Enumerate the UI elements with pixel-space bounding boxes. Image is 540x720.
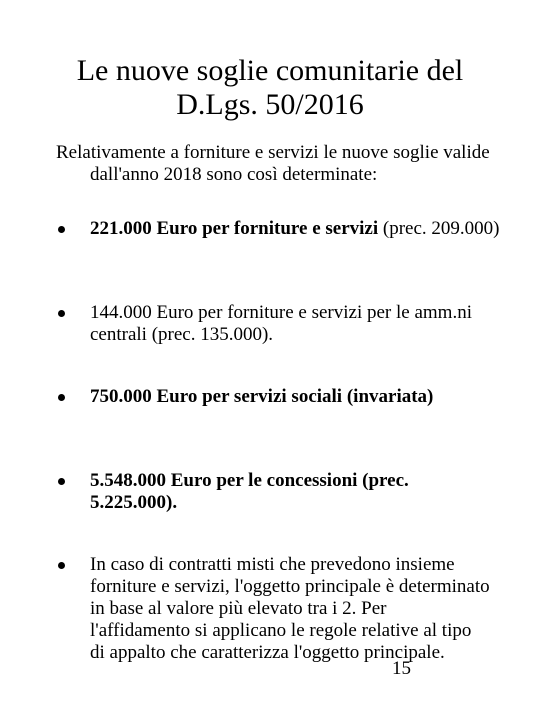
list-item <box>90 554 490 664</box>
bullet-dot-icon <box>58 394 65 401</box>
slide-title-line-1: Le nuove soglie comunitarie del <box>76 54 464 87</box>
list-item <box>90 386 500 408</box>
list-item <box>90 302 500 346</box>
page-number: 15 <box>392 658 411 679</box>
list-item <box>90 218 500 240</box>
slide-title-line-2: D.Lgs. 50/2016 <box>176 88 364 121</box>
bullet-bold-text: 5.548.000 Euro per le concessioni (prec. 5.225.000). <box>90 470 409 513</box>
intro-paragraph: Relativamente a forniture e servizi le nuove soglie valide dall'anno 2018 sono così determinate: <box>56 142 490 185</box>
slide-title <box>0 54 540 122</box>
bullet-normal-text: 144.000 Euro per forniture e servizi per le amm.ni centrali (prec. 135.000). <box>90 302 472 345</box>
list-item <box>90 470 500 514</box>
bullet-normal-text: (prec. 209.000) <box>378 218 500 239</box>
bullet-dot-icon <box>58 226 65 233</box>
bullet-dot-icon <box>58 478 65 485</box>
bullet-bold-text: 750.000 Euro per servizi sociali (invariata) <box>90 386 434 407</box>
bullet-normal-text: In caso di contratti misti che prevedono insieme forniture e servizi, l'oggetto principale è determinato in base al valore più elevato tra i 2. Per l'affidamento si applicano le regole relative al tipo di appalto che caratterizza l'oggetto principale. <box>90 554 490 663</box>
bullet-dot-icon <box>58 562 65 569</box>
bullet-bold-text: 221.000 Euro per forniture e servizi <box>90 218 379 239</box>
bullet-dot-icon <box>58 310 65 317</box>
